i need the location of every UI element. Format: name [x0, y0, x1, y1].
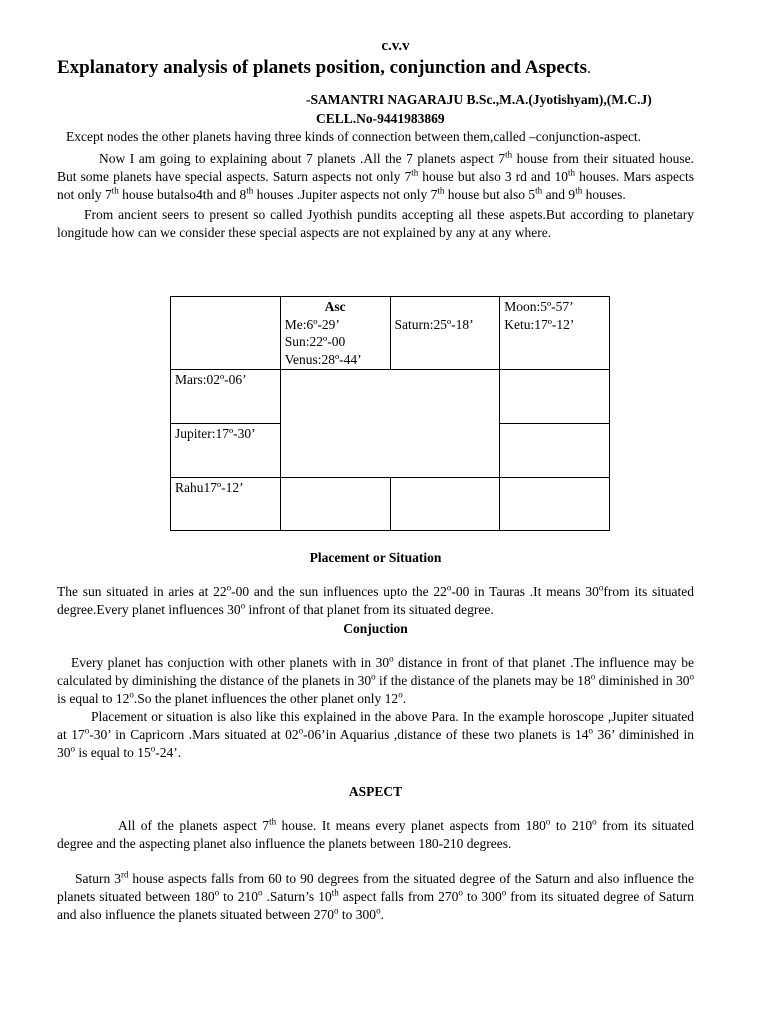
chart-cell-bottom-3 — [500, 478, 610, 531]
horoscope-chart — [170, 296, 610, 531]
chart-cell-right-1 — [500, 370, 610, 424]
placement-paragraph: The sun situated in aries at 22$^o$-00 and the sun influences upto the 22$^o$-00 in Tauras .It means 30$^o$from its situated degree.Every planet influences 30$^o$ infront of that planet from its situated degree. — [57, 582, 694, 617]
placement-heading: Placement or Situation — [309, 550, 442, 565]
intro-paragraph-2: Now I am going to explaining about 7 planets .All the 7 planets aspect 7th house from their situated house. But some planets have special aspects. Saturn aspects not only 7th house but also 3 rd and 10th houses. Mars aspects not only 7th house butalso4th and 8th houses .Jupiter aspects not only 7th house but also 5th and 9th houses. — [57, 149, 695, 202]
asc-planet: Venus:28º-44’ — [284, 351, 362, 367]
asc-planet: Sun:22º-00 — [284, 334, 346, 349]
chart-cell-bottom-1 — [280, 478, 390, 531]
asc-planet: Me:6º-29’ — [284, 316, 340, 332]
intro-paragraph-3: From ancient seers to present so called Jyothish pundits accepting all these aspets.But according to planetary longitude how can we consider these special aspects are not explained by any at any where. — [57, 207, 694, 240]
chart-cell-jupiter: Jupiter:17º-30’ — [171, 424, 281, 478]
ketu-position: Ketu:17º-12’ — [504, 316, 575, 332]
conjunction-paragraph-1: Every planet has conjuction with other planets with in 30$^o$ distance in front of that planet .The influence may be calculated by diminishing the distance of the planets in 30$^o$ if the distance of the planets may be 18$^o$ diminished in 30$^o$ is equal to 12$^o$.So the planet influences the other planet only 12$^o$. — [57, 653, 694, 706]
author-name: -SAMANTRI NAGARAJU B.Sc.,M.A.(Jyotishyam),(M.C.J) — [306, 92, 652, 107]
document-subtitle: c.v.v — [381, 38, 410, 54]
chart-cell-moon-ketu — [500, 297, 610, 370]
chart-cell-rahu: Rahu17º-12’ — [171, 478, 281, 531]
aspect-paragraph-2: Saturn 3rd house aspects falls from 60 to 90 degrees from the situated degree of the Saturn and also influence the planets situated between 180$^o$ to 210$^o$ .Saturn’s 10th aspect falls from 270$^o$ to 300$^o$ from its situated degree of Saturn and also influence the planets situated between 270$^o$ to 300$^o$. — [57, 869, 695, 922]
body-lower — [57, 550, 694, 924]
chart-cell-right-2 — [500, 424, 610, 478]
aspect-heading: ASPECT — [348, 784, 403, 799]
chart-cell-1 — [171, 297, 281, 370]
author-cell: CELL.No-9441983869 — [316, 111, 445, 126]
conjunction-heading: Conjuction — [343, 621, 408, 636]
asc-label: Asc — [324, 299, 346, 314]
author-block — [306, 90, 694, 128]
chart-center — [280, 370, 500, 478]
chart-cell-asc — [280, 297, 390, 370]
moon-position: Moon:5º-57’ — [504, 299, 574, 314]
intro-paragraph-1: Except nodes the other planets having three kinds of connection between them,called –conjunction-aspect. — [66, 129, 642, 144]
document-page — [57, 38, 694, 242]
chart-cell-saturn: Saturn:25º-18’ — [390, 297, 500, 370]
conjunction-paragraph-2: Placement or situation is also like this explained in the above Para. In the example horoscope ,Jupiter situated at 17$^o$-30’ in Capricorn .Mars situated at 02$^o$-06’in Aquarius ,distance of these two planets is 14$^o$ 36’ diminished in 30$^o$ is equal to 15$^o$-24’. — [57, 709, 694, 760]
aspect-paragraph-1: All of the planets aspect 7th house. It means every planet aspects from 180$^o$ to 210$^o$ from its situated degree and the aspecting planet also influence the planets between 180-210 degrees. — [57, 816, 694, 851]
document-title: Explanatory analysis of planets position, conjunction and Aspects. — [57, 57, 591, 78]
chart-cell-bottom-2 — [390, 478, 500, 531]
chart-cell-mars: Mars:02º-06’ — [171, 370, 281, 424]
